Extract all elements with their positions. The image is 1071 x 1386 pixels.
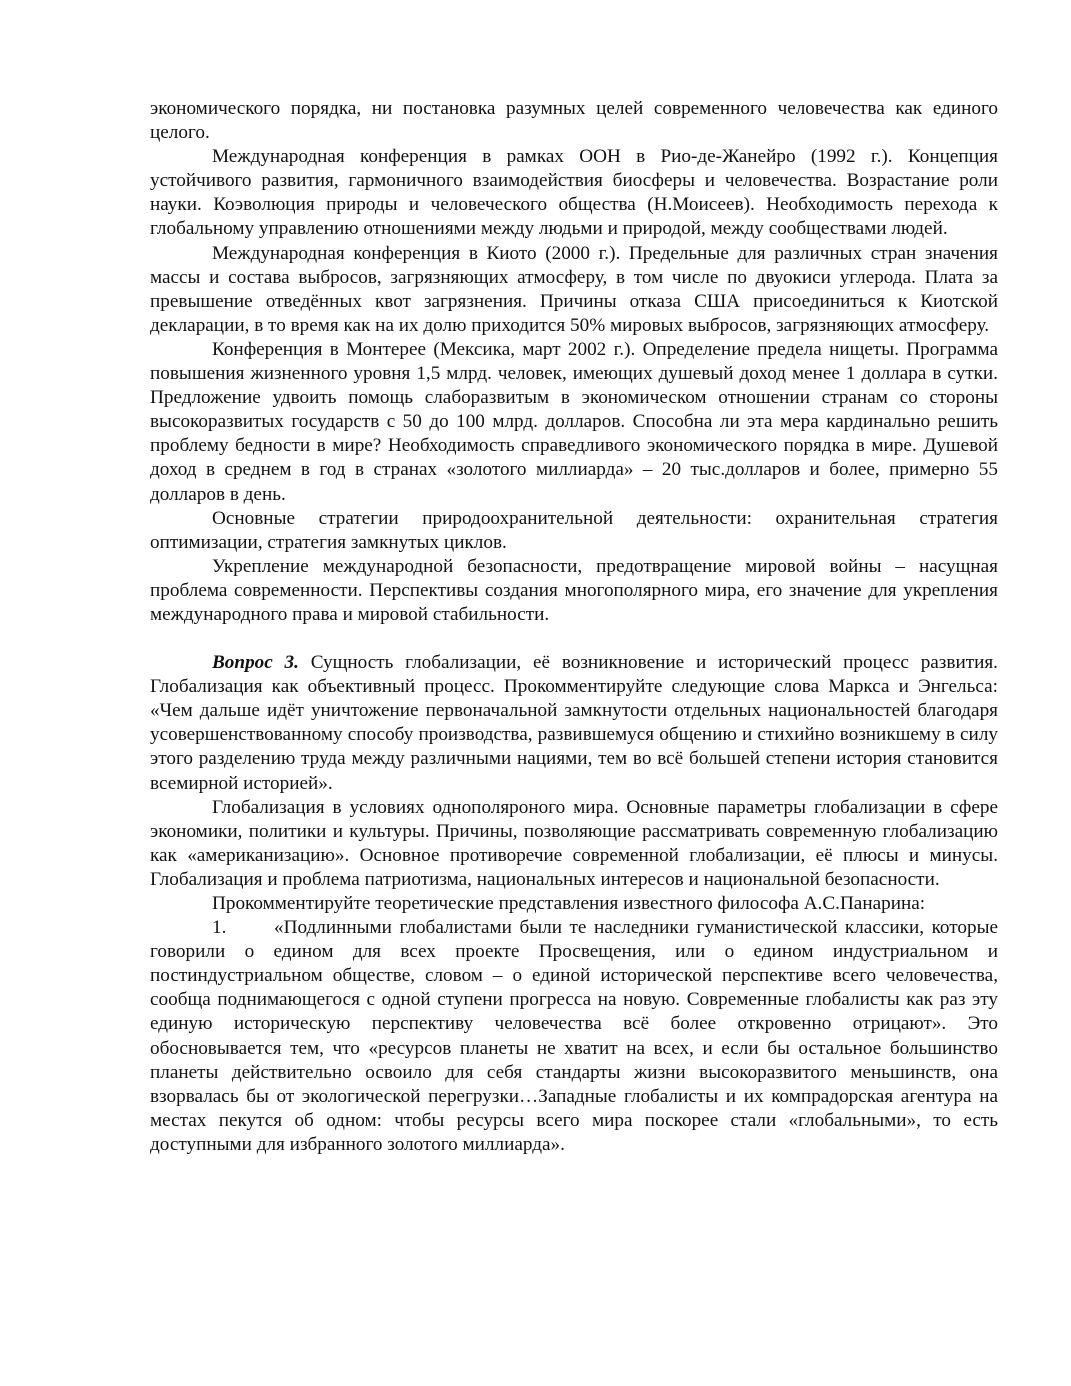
paragraph-question-3	[150, 651, 998, 796]
list-item-number: 1.	[212, 917, 227, 939]
paragraph-rio-conference: Международная конференция в рамках ООН в Рио-де-Жанейро (1992 г.). Концепция устойчивого развития, гармоничного взаимодействия биосферы и человечества. Возрастание роли науки. Коэволюция природы и человеческого общества (Н.Моисеев). Необходимость перехода к глобальному управлению отношениями между людьми и природой, между сообществами людей.	[150, 146, 998, 240]
paragraph-monterrey-conference: Конференция в Монтерее (Мексика, март 2002 г.). Определение предела нищеты. Программа повышения жизненного уровня 1,5 млрд. человек, имеющих душевый доход менее 1 доллара в сутки. Предложение удвоить помощь слаборазвитым в экономическом отношении странам со стороны высокоразвитых государств с 50 до 100 млрд. долларов. Способна ли эта мера кардинально решить проблему бедности в мире? Необходимость справедливого экономического порядка в мире. Душевой доход в среднем в год в странах «золотого миллиарда» – 20 тыс.долларов и более, примерно 55 долларов в день.	[150, 338, 998, 505]
question-text: Сущность глобализации, её возникновение и исторический процесс развития. Глобализация как объективный процесс. Прокомментируйте следующие слова Маркса и Энгельса: «Чем дальше идёт уничтожение первоначальной замкнутости отдельных национальностей благодаря усовершенствованному способу производства, развившемуся общению и стихийно возникшему в силу этого разделению труда между различными нациями, тем во всё большей степени история становится всемирной историей».	[150, 652, 998, 794]
document-page	[150, 97, 998, 1157]
paragraph-continuation: экономического порядка, ни постановка разумных целей современного человечества как единого целого.	[150, 98, 998, 144]
paragraph-strategies: Основные стратегии природоохранительной деятельности: охранительная стратегия оптимизации, стратегия замкнутых циклов.	[150, 507, 998, 553]
question-label: Вопрос 3.	[212, 652, 299, 674]
paragraph-security: Укрепление международной безопасности, предотвращение мировой войны – насущная проблема современности. Перспективы создания многополярного мира, его значение для укрепления международного права и мировой стабильности.	[150, 555, 998, 625]
paragraph-kyoto-conference: Международная конференция в Киото (2000 г.). Предельные для различных стран значения массы и состава выбросов, загрязняющих атмосферу, в том числе по двуокиси углерода. Плата за превышение отведённых квот загрязнения. Причины отказа США присоединиться к Киотской декларации, в то время как на их долю приходится 50% мировых выбросов, загрязняющих атмосферу.	[150, 242, 998, 336]
paragraph-unipolar-globalization: Глобализация в условиях однополяроного мира. Основные параметры глобализации в сфере экономики, политики и культуры. Причины, позволяющие рассматривать современную глобализацию как «американизацию». Основное противоречие современной глобализации, её плюсы и минусы. Глобализация и проблема патриотизма, национальных интересов и национальной безопасности.	[150, 796, 998, 890]
paragraph-panarin-intro: Прокомментируйте теоретические представления известного философа А.С.Панарина:	[212, 893, 926, 914]
list-item-text: «Подлинными глобалистами были те наследники гуманистической классики, которые говорили о едином для всех проекте Просвещения, или о едином индустриальном и постиндустриальном обществе, словом – о единой исторической перспективе всего человечества, сообща поднимающегося с одной ступени прогресса на новую. Современные глобалисты как раз эту единую историческую перспективу человечества всё более откровенно отрицают». Это обосновывается тем, что «ресурсов планеты не хватит на всех, и если бы остальное большинство планеты действительно освоило для себя стандарты жизни высокоразвитого меньшинств, она взорвалась бы от экологической перегрузки…Западные глобалисты и их компрадорская агентура на местах пекутся об одном: чтобы ресурсы всего мира поскорее стали «глобальными», то есть доступными для избранного золотого миллиарда».	[150, 917, 998, 1155]
paragraph-gap	[150, 627, 998, 651]
list-item-1	[150, 916, 998, 1157]
